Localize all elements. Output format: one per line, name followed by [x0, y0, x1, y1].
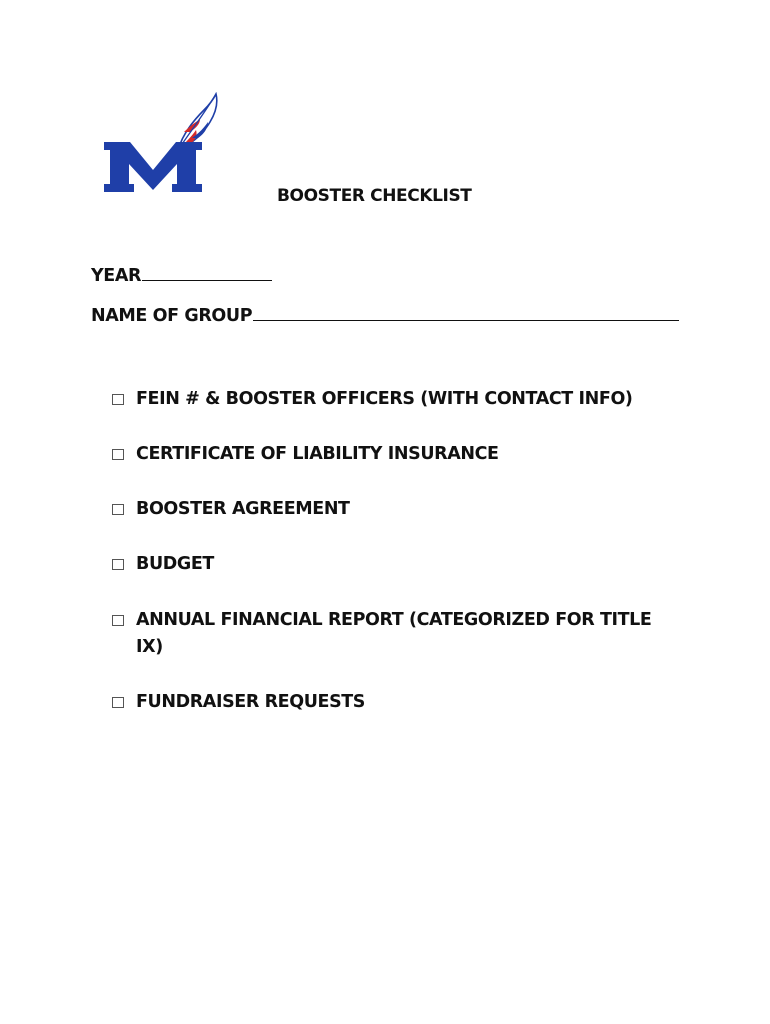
block-m-icon — [104, 142, 202, 192]
document-title: BOOSTER CHECKLIST — [277, 186, 472, 206]
checkbox[interactable] — [112, 615, 124, 626]
checklist-item-insurance[interactable] — [112, 441, 672, 468]
year-field[interactable] — [91, 266, 272, 286]
checklist-item-label: FUNDRAISER REQUESTS — [136, 692, 366, 712]
group-name-field[interactable] — [91, 306, 679, 326]
checklist-item-financial-report[interactable] — [112, 607, 672, 661]
checklist-item-fundraiser[interactable] — [112, 689, 672, 716]
checklist-item-label: ANNUAL FINANCIAL REPORT (CATEGORIZED FOR TITLE IX) — [136, 610, 652, 657]
checkbox[interactable] — [112, 559, 124, 570]
checklist-item-label: BUDGET — [136, 554, 214, 574]
year-label: YEAR — [91, 266, 142, 286]
feather-icon — [178, 94, 217, 150]
checklist-item-fein[interactable] — [112, 386, 672, 413]
checkbox[interactable] — [112, 449, 124, 460]
group-name-label: NAME OF GROUP — [91, 306, 253, 326]
checklist-item-budget[interactable] — [112, 551, 672, 578]
checkbox[interactable] — [112, 394, 124, 405]
checklist-item-label: CERTIFICATE OF LIABILITY INSURANCE — [136, 444, 499, 464]
school-logo — [100, 92, 222, 196]
checklist-item-label: FEIN # & BOOSTER OFFICERS (WITH CONTACT INFO) — [136, 389, 633, 409]
checklist-item-label: BOOSTER AGREEMENT — [136, 499, 350, 519]
group-name-blank-line[interactable] — [253, 319, 679, 321]
year-blank-line[interactable] — [142, 279, 272, 281]
checkbox[interactable] — [112, 697, 124, 708]
checkbox[interactable] — [112, 504, 124, 515]
checklist-item-agreement[interactable] — [112, 496, 672, 523]
